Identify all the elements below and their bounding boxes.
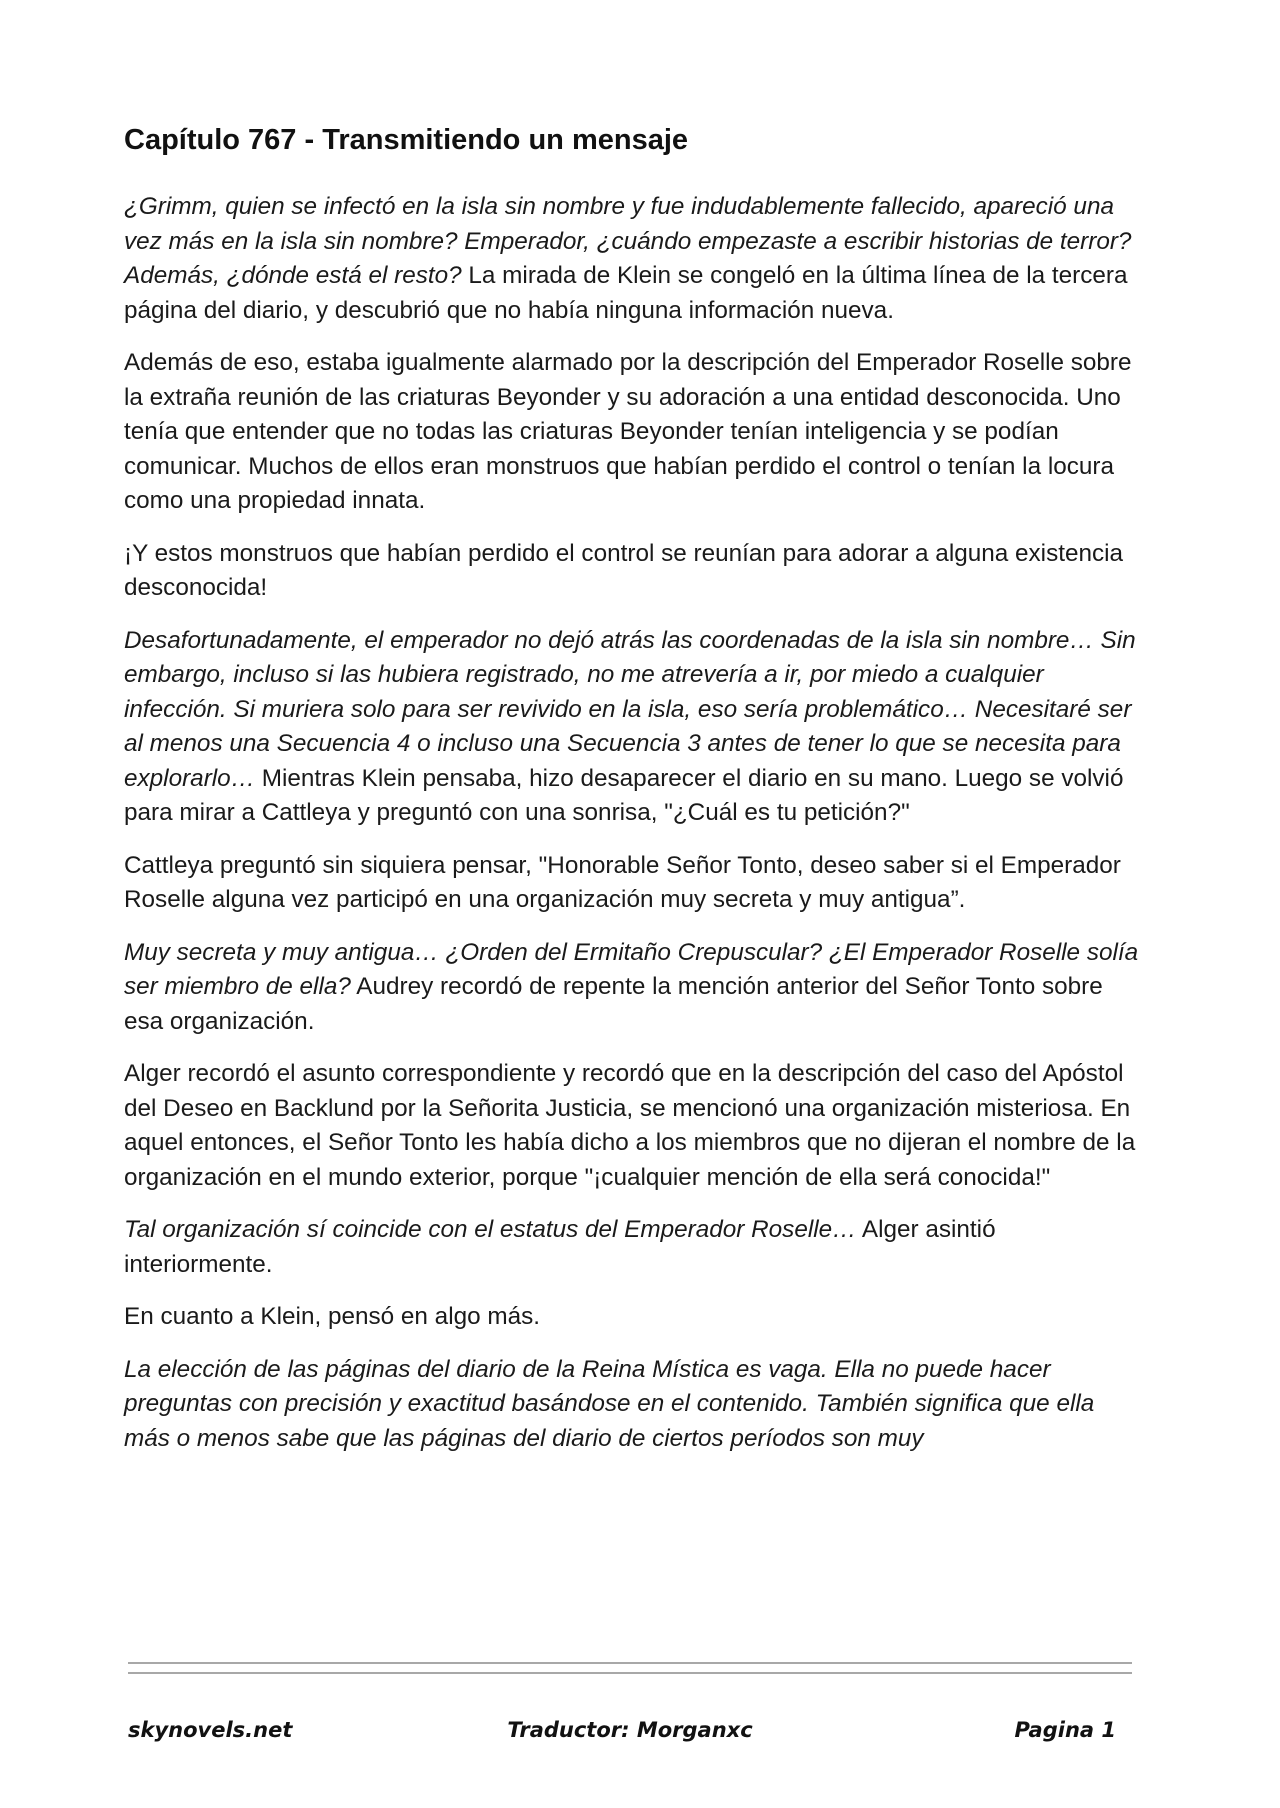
paragraph [124,1057,1144,1195]
paragraph [124,346,1144,519]
text-segment: Audrey recordó de repente la mención anterior del Señor Tonto sobre esa organización. [124,973,1103,1035]
footer-page-number: Pagina 1 [1014,1718,1116,1742]
paragraph [124,849,1144,918]
page-footer [128,1718,1132,1752]
paragraph [124,1300,1144,1335]
chapter-title: Capítulo 767 - Transmitiendo un mensaje [124,124,689,156]
paragraph [124,1353,1144,1457]
footer-translator: Traductor: Morganxc [507,1718,753,1742]
paragraph [124,936,1144,1040]
text-segment: En cuanto a Klein, pensó en algo más. [124,1303,541,1330]
paragraph [124,537,1144,606]
italic-text-segment: Muy secreta y muy antigua… ¿Orden del Ermitaño Crepuscular? ¿El Emperador Roselle solía ser miembro de ella? [124,938,1139,1000]
chapter-body [124,122,1144,1474]
italic-text-segment: Tal organización sí coincide con el estatus del Emperador Roselle… [124,1216,857,1243]
text-segment: Alger asintió interiormente. [124,1216,996,1278]
footer-rule-top [128,1662,1132,1664]
text-segment: Además de eso, estaba igualmente alarmado por la descripción del Emperador Roselle sobre la extraña reunión de las criaturas Beyonder y su adoración a una entidad desconocida. Uno tenía que entender que no todas las criaturas Beyonder tenían inteligencia y se podían comunicar. Muchos de ellos eran monstruos que habían perdido el control o tenían la locura como una propiedad innata. [124,349,1132,514]
italic-text-segment: ¿Grimm, quien se infectó en la isla sin nombre y fue indudablemente fallecido, apareció una vez más en la isla sin nombre? Emperador, ¿cuándo empezaste a escribir historias de terror? Además, ¿dónde está el resto? [124,193,1132,289]
text-segment: Mientras Klein pensaba, hizo desaparecer el diario en su mano. Luego se volvió para mirar a Cattleya y preguntó con una sonrisa, "¿Cuál es tu petición?" [124,764,1124,826]
paragraph-list [124,190,1144,1456]
text-segment: Cattleya preguntó sin siquiera pensar, "Honorable Señor Tonto, deseo saber si el Emperador Roselle alguna vez participó en una organización muy secreta y muy antigua”. [124,851,1121,913]
paragraph [124,190,1144,328]
italic-text-segment: Desafortunadamente, el emperador no dejó atrás las coordenadas de la isla sin nombre… Sin embargo, incluso si las hubiera registrado, no me atrevería a ir, por miedo a cualquier infección. Si muriera solo para ser revivido en la isla, eso sería problemático… Necesitaré ser al menos una Secuencia 4 o incluso una Secuencia 3 antes de tener lo que se necesita para explorarlo… [124,626,1136,792]
text-segment: La mirada de Klein se congeló en la última línea de la tercera página del diario, y descubrió que no había ninguna información nueva. [124,262,1128,324]
paragraph [124,624,1144,831]
text-segment: ¡Y estos monstruos que habían perdido el control se reunían para adorar a alguna existencia desconocida! [124,539,1124,601]
paragraph [124,1213,1144,1282]
text-segment: Alger recordó el asunto correspondiente y recordó que en la descripción del caso del Apóstol del Deseo en Backlund por la Señorita Justicia, se mencionó una organización misteriosa. En aquel entonces, el Señor Tonto les había dicho a los miembros que no dijeran el nombre de la organización en el mundo exterior, porque "¡cualquier mención de ella será conocida!" [124,1060,1136,1191]
footer-rule-bottom [128,1672,1132,1674]
footer-site[interactable]: skynovels.net [128,1718,293,1742]
italic-text-segment: La elección de las páginas del diario de la Reina Mística es vaga. Ella no puede hacer preguntas con precisión y exactitud basándose en el contenido. También significa que ella más o menos sabe que las páginas del diario de ciertos períodos son muy [124,1355,1095,1452]
